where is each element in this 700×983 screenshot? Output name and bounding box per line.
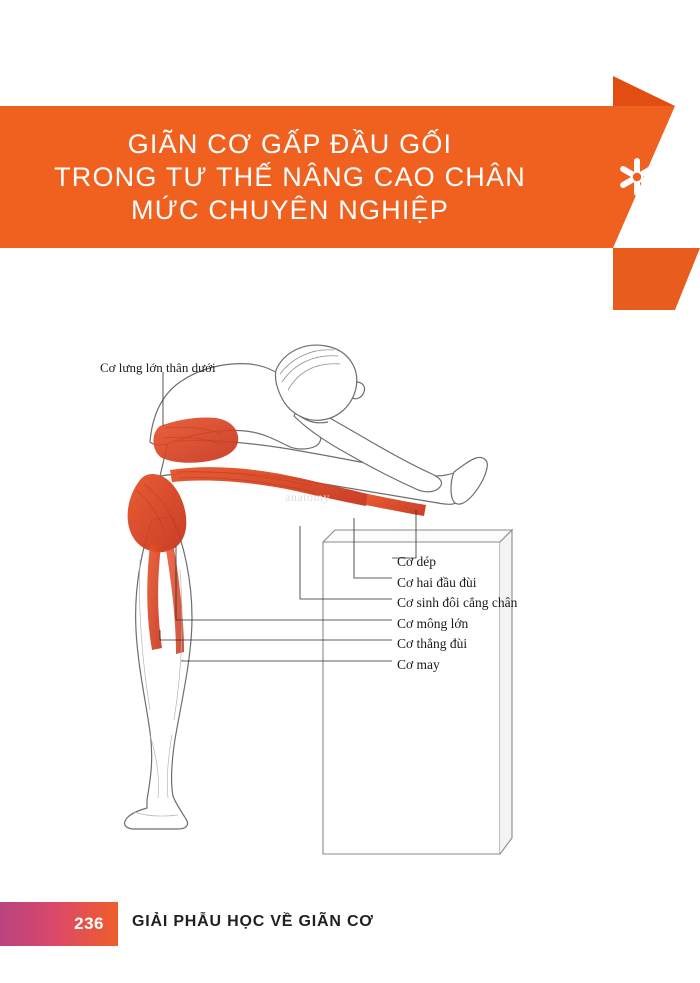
figure-drawing [0, 330, 700, 890]
anatomy-illustration [0, 330, 700, 890]
callout-label-list [397, 552, 517, 675]
callout-label-lower-back: Cơ lưng lớn thân dưới [100, 360, 216, 375]
page-footer [0, 902, 700, 946]
medical-asterisk-icon [614, 154, 660, 200]
callout-label-soleus: Cơ dép [397, 554, 437, 569]
watermark-text: anatomy [285, 490, 330, 504]
header-banner [0, 106, 700, 248]
page-title [0, 106, 580, 248]
banner-fold-shadow [613, 76, 675, 106]
callout-label-sartorius: Cơ may [397, 656, 440, 672]
page-title-line-1: GIÃN CƠ GẤP ĐẦU GỐI [127, 128, 453, 159]
page-title-line-2: TRONG TƯ THẾ NÂNG CAO CHÂN [54, 161, 526, 192]
book-title: GIẢI PHẪU HỌC VỀ GIÃN CƠ [132, 913, 374, 930]
callout-label-rectus-femoris: Cơ thẳng đùi [397, 636, 468, 651]
page-number: 236 [74, 914, 104, 933]
callout-label-gastrocnemius: Cơ sinh đôi cẳng chân [397, 595, 518, 610]
page-number-tab [0, 902, 118, 946]
banner-ribbon-tail [613, 248, 700, 310]
page-title-line-3: MỨC CHUYÊN NGHIỆP [131, 194, 449, 225]
callout-label-gluteus-maximus: Cơ mông lớn [397, 615, 469, 631]
callout-label-biceps-femoris: Cơ hai đầu đùi [397, 574, 477, 590]
